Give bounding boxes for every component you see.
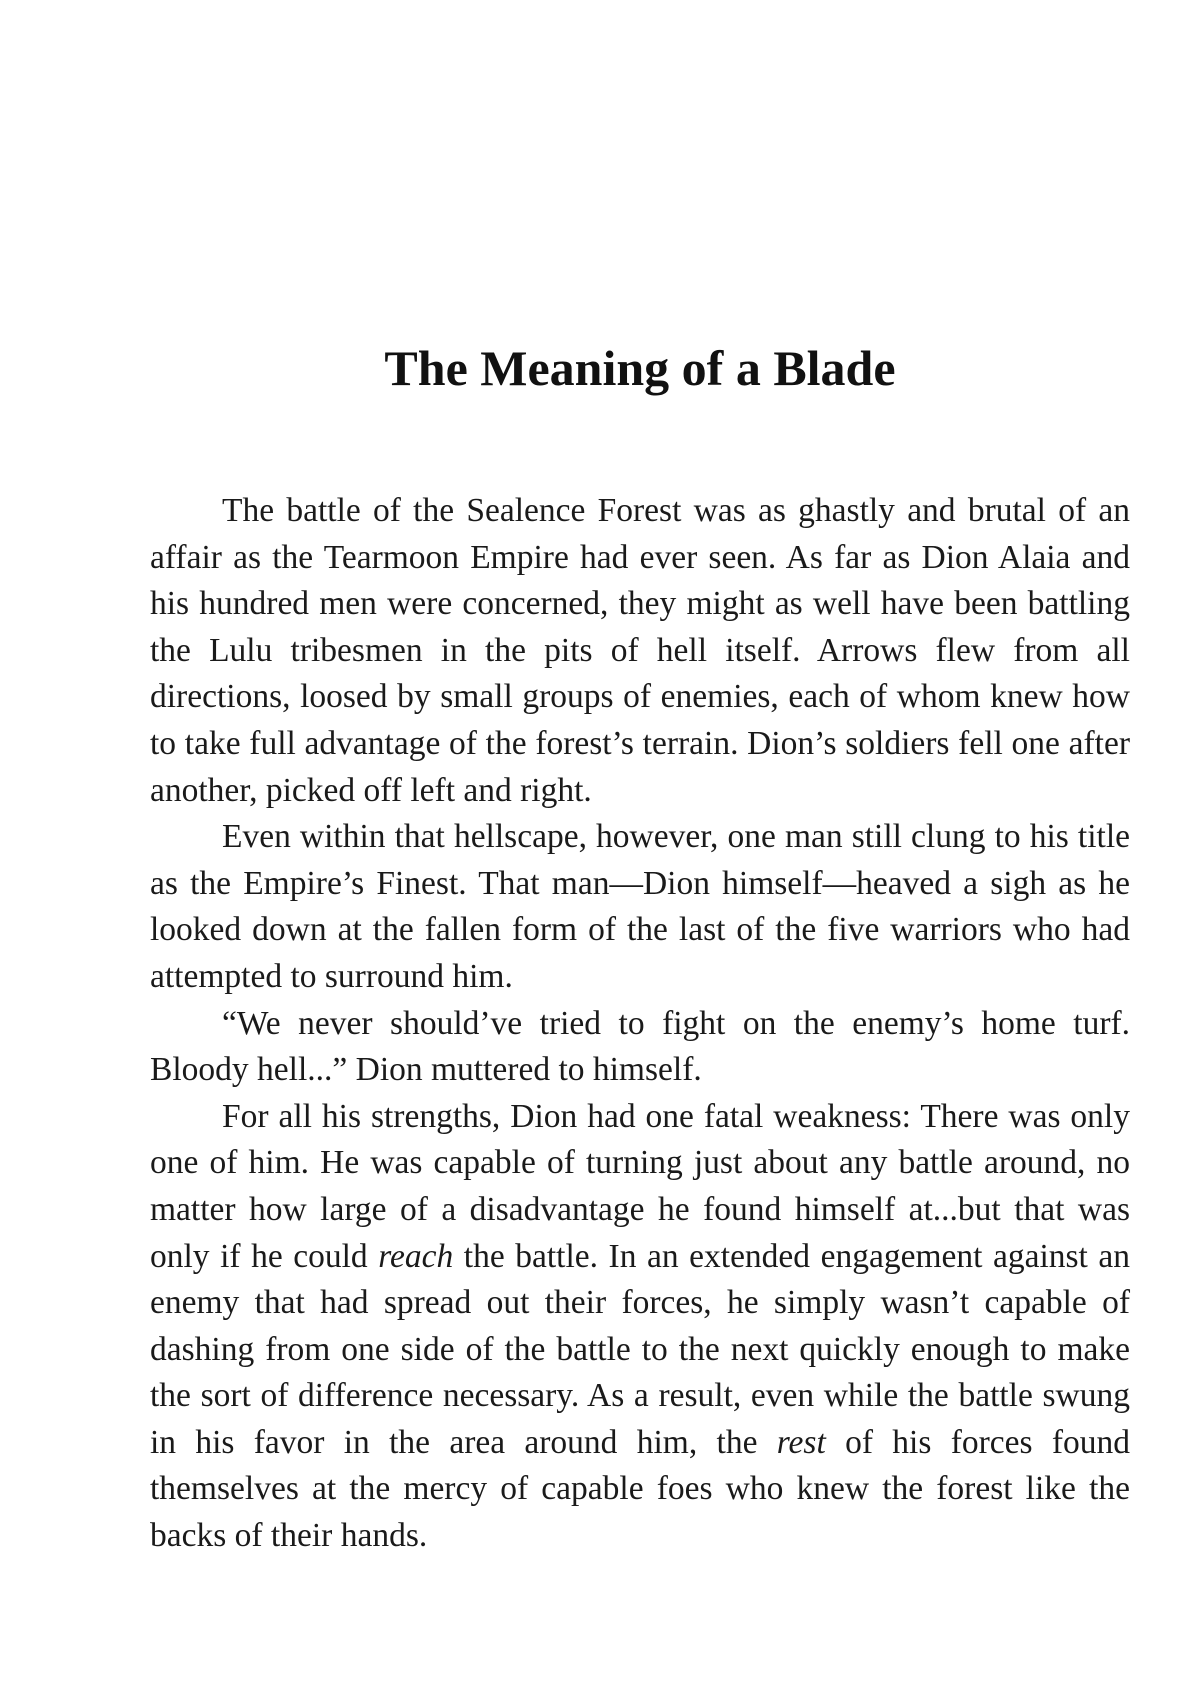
emphasis-rest: rest xyxy=(776,1423,826,1461)
paragraph-2: Even within that hellscape, however, one man still clung to his title as the Empire’s Finest. That man—Dion himself—heaved a sigh as he looked down at the fallen form of the last of the five warriors who had attempted to surround him. xyxy=(150,818,1130,995)
paragraph-1: The battle of the Sealence Forest was as ghastly and brutal of an affair as the Tearmoon Empire had ever seen. As far as Dion Alaia and his hundred men were concerned, they might as well have been battling the Lulu tribesmen in the pits of hell itself. Arrows flew from all directions, loosed by small groups of enemies, each of whom knew how to take full advantage of the forest’s terrain. Dion’s soldiers fell one after another, picked off left and right. xyxy=(150,492,1130,809)
chapter-body xyxy=(150,488,1130,1560)
paragraph-4-part-1: For all his strengths, Dion had one fatal weakness: There was only one of him. He was capable of turning just about any battle around, no matter how large of a disadvantage he found himself at...but that was only if he could xyxy=(150,1097,1130,1275)
paragraph-3: “We never should’ve tried to fight on the enemy’s home turf. Bloody hell...” Dion muttered to himself. xyxy=(150,1004,1130,1089)
paragraph-4 xyxy=(150,1094,1130,1560)
emphasis-reach: reach xyxy=(378,1237,454,1275)
chapter-title: The Meaning of a Blade xyxy=(384,340,896,396)
paragraph-4-part-2: the battle. In an extended engagement against an enemy that had spread out their forces, he simply wasn’t capable of dashing from one side of the battle to the next quickly enough to make the sort of difference necessary. As a result, even while the battle swung in his favor in the area around him, the xyxy=(150,1237,1130,1461)
paragraph-4-part-3: of his forces found themselves at the mercy of capable foes who knew the forest like the backs of their hands. xyxy=(150,1423,1130,1555)
